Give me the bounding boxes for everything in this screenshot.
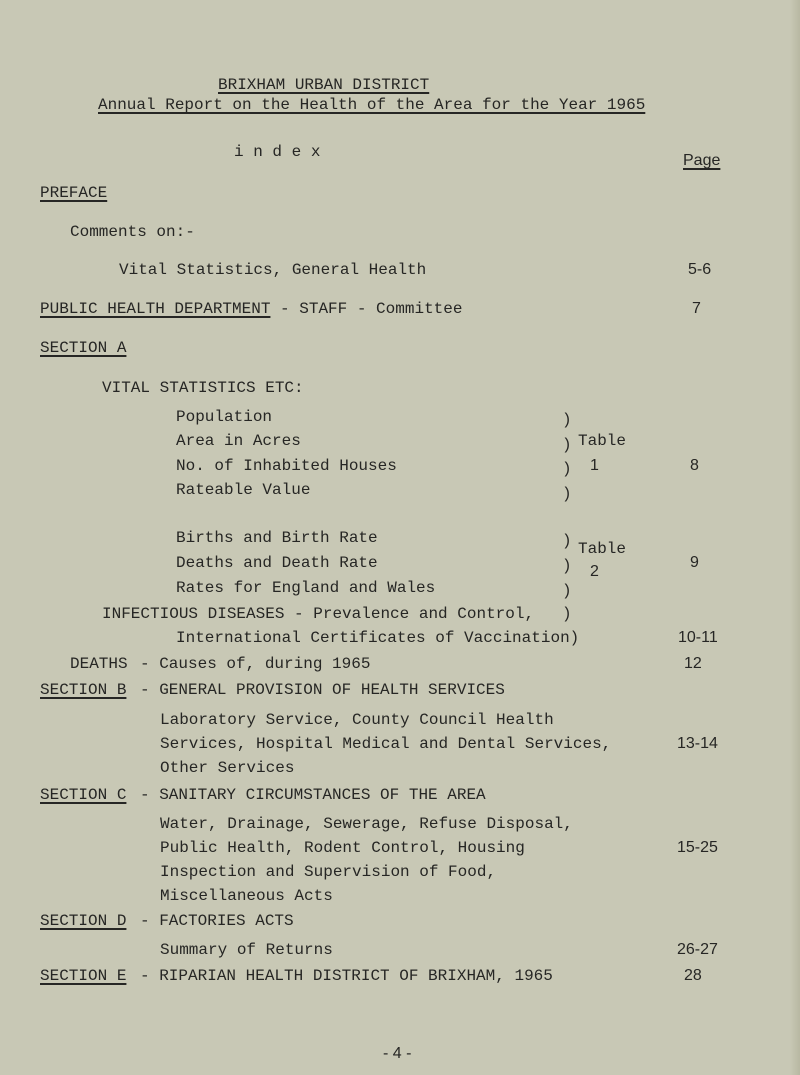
page-ref: 10-11 xyxy=(678,629,718,646)
vital-statistics-heading: VITAL STATISTICS ETC: xyxy=(102,379,304,397)
section-d-heading: SECTION D xyxy=(40,912,127,930)
bracket: ) ) ) xyxy=(562,532,572,600)
page-ref: 28 xyxy=(684,967,702,984)
list-item: Public Health, Rodent Control, Housing xyxy=(160,839,525,857)
section-b-title: - GENERAL PROVISION OF HEALTH SERVICES xyxy=(140,681,505,699)
table-label: Table xyxy=(578,432,627,450)
phd-rest: - STAFF - Committee xyxy=(270,300,463,318)
index-heading: i n d e x xyxy=(234,143,321,161)
section-b-heading: SECTION B xyxy=(40,681,127,699)
page-ref: 12 xyxy=(684,655,702,672)
list-item: Miscellaneous Acts xyxy=(160,887,333,905)
deaths-label: DEATHS xyxy=(70,655,128,673)
list-item: Rates for England and Wales xyxy=(176,579,436,597)
page-ref: 5-6 xyxy=(688,261,712,278)
page-ref: 9 xyxy=(690,554,699,571)
vital-statistics-entry: Vital Statistics, General Health xyxy=(119,261,427,279)
table-label: Table xyxy=(578,540,627,558)
page-ref: 7 xyxy=(692,300,701,317)
comments-label: Comments on:- xyxy=(70,223,195,241)
list-item: Area in Acres xyxy=(176,432,301,450)
list-item: Births and Birth Rate xyxy=(176,529,378,547)
list-item: Water, Drainage, Sewerage, Refuse Disposal, xyxy=(160,815,573,833)
table-number: 2 xyxy=(590,563,599,580)
page-ref: 15-25 xyxy=(677,839,718,856)
section-c-heading: SECTION C xyxy=(40,786,127,804)
table-number: 1 xyxy=(590,457,599,474)
list-item: Inspection and Supervision of Food, xyxy=(160,863,497,881)
deaths-entry: - Causes of, during 1965 xyxy=(140,655,371,673)
section-e-heading: SECTION E xyxy=(40,967,127,985)
page-ref: 8 xyxy=(690,457,699,474)
list-item: No. of Inhabited Houses xyxy=(176,457,397,475)
list-item: Population xyxy=(176,408,273,426)
page-column-heading: Page xyxy=(683,152,721,169)
phd-entry xyxy=(40,300,462,318)
list-item: Laboratory Service, County Council Health xyxy=(160,711,554,729)
page-ref: 13-14 xyxy=(677,735,718,752)
list-item: Summary of Returns xyxy=(160,941,333,959)
infectious-line-2: International Certificates of Vaccination) xyxy=(176,629,580,647)
phd-label: PUBLIC HEALTH DEPARTMENT xyxy=(40,300,271,318)
bracket: ) xyxy=(562,605,572,623)
page-ref: 26-27 xyxy=(677,941,718,958)
list-item: Deaths and Death Rate xyxy=(176,554,378,572)
page-edge-shadow xyxy=(790,0,800,1075)
bracket: ) ) ) ) xyxy=(562,411,572,503)
list-item: Rateable Value xyxy=(176,481,311,499)
section-a-heading: SECTION A xyxy=(40,339,127,357)
list-item: Services, Hospital Medical and Dental Services, xyxy=(160,735,612,753)
document-subtitle: Annual Report on the Health of the Area for the Year 1965 xyxy=(98,96,646,114)
section-e-title: - RIPARIAN HEALTH DISTRICT OF BRIXHAM, 1965 xyxy=(140,967,553,985)
section-d-title: - FACTORIES ACTS xyxy=(140,912,294,930)
page-number: - 4 - xyxy=(383,1045,412,1062)
section-c-title: - SANITARY CIRCUMSTANCES OF THE AREA xyxy=(140,786,486,804)
preface-heading: PREFACE xyxy=(40,184,108,202)
infectious-line-1: INFECTIOUS DISEASES - Prevalence and Control, xyxy=(102,605,535,623)
list-item: Other Services xyxy=(160,759,295,777)
document-title: BRIXHAM URBAN DISTRICT xyxy=(218,76,430,94)
